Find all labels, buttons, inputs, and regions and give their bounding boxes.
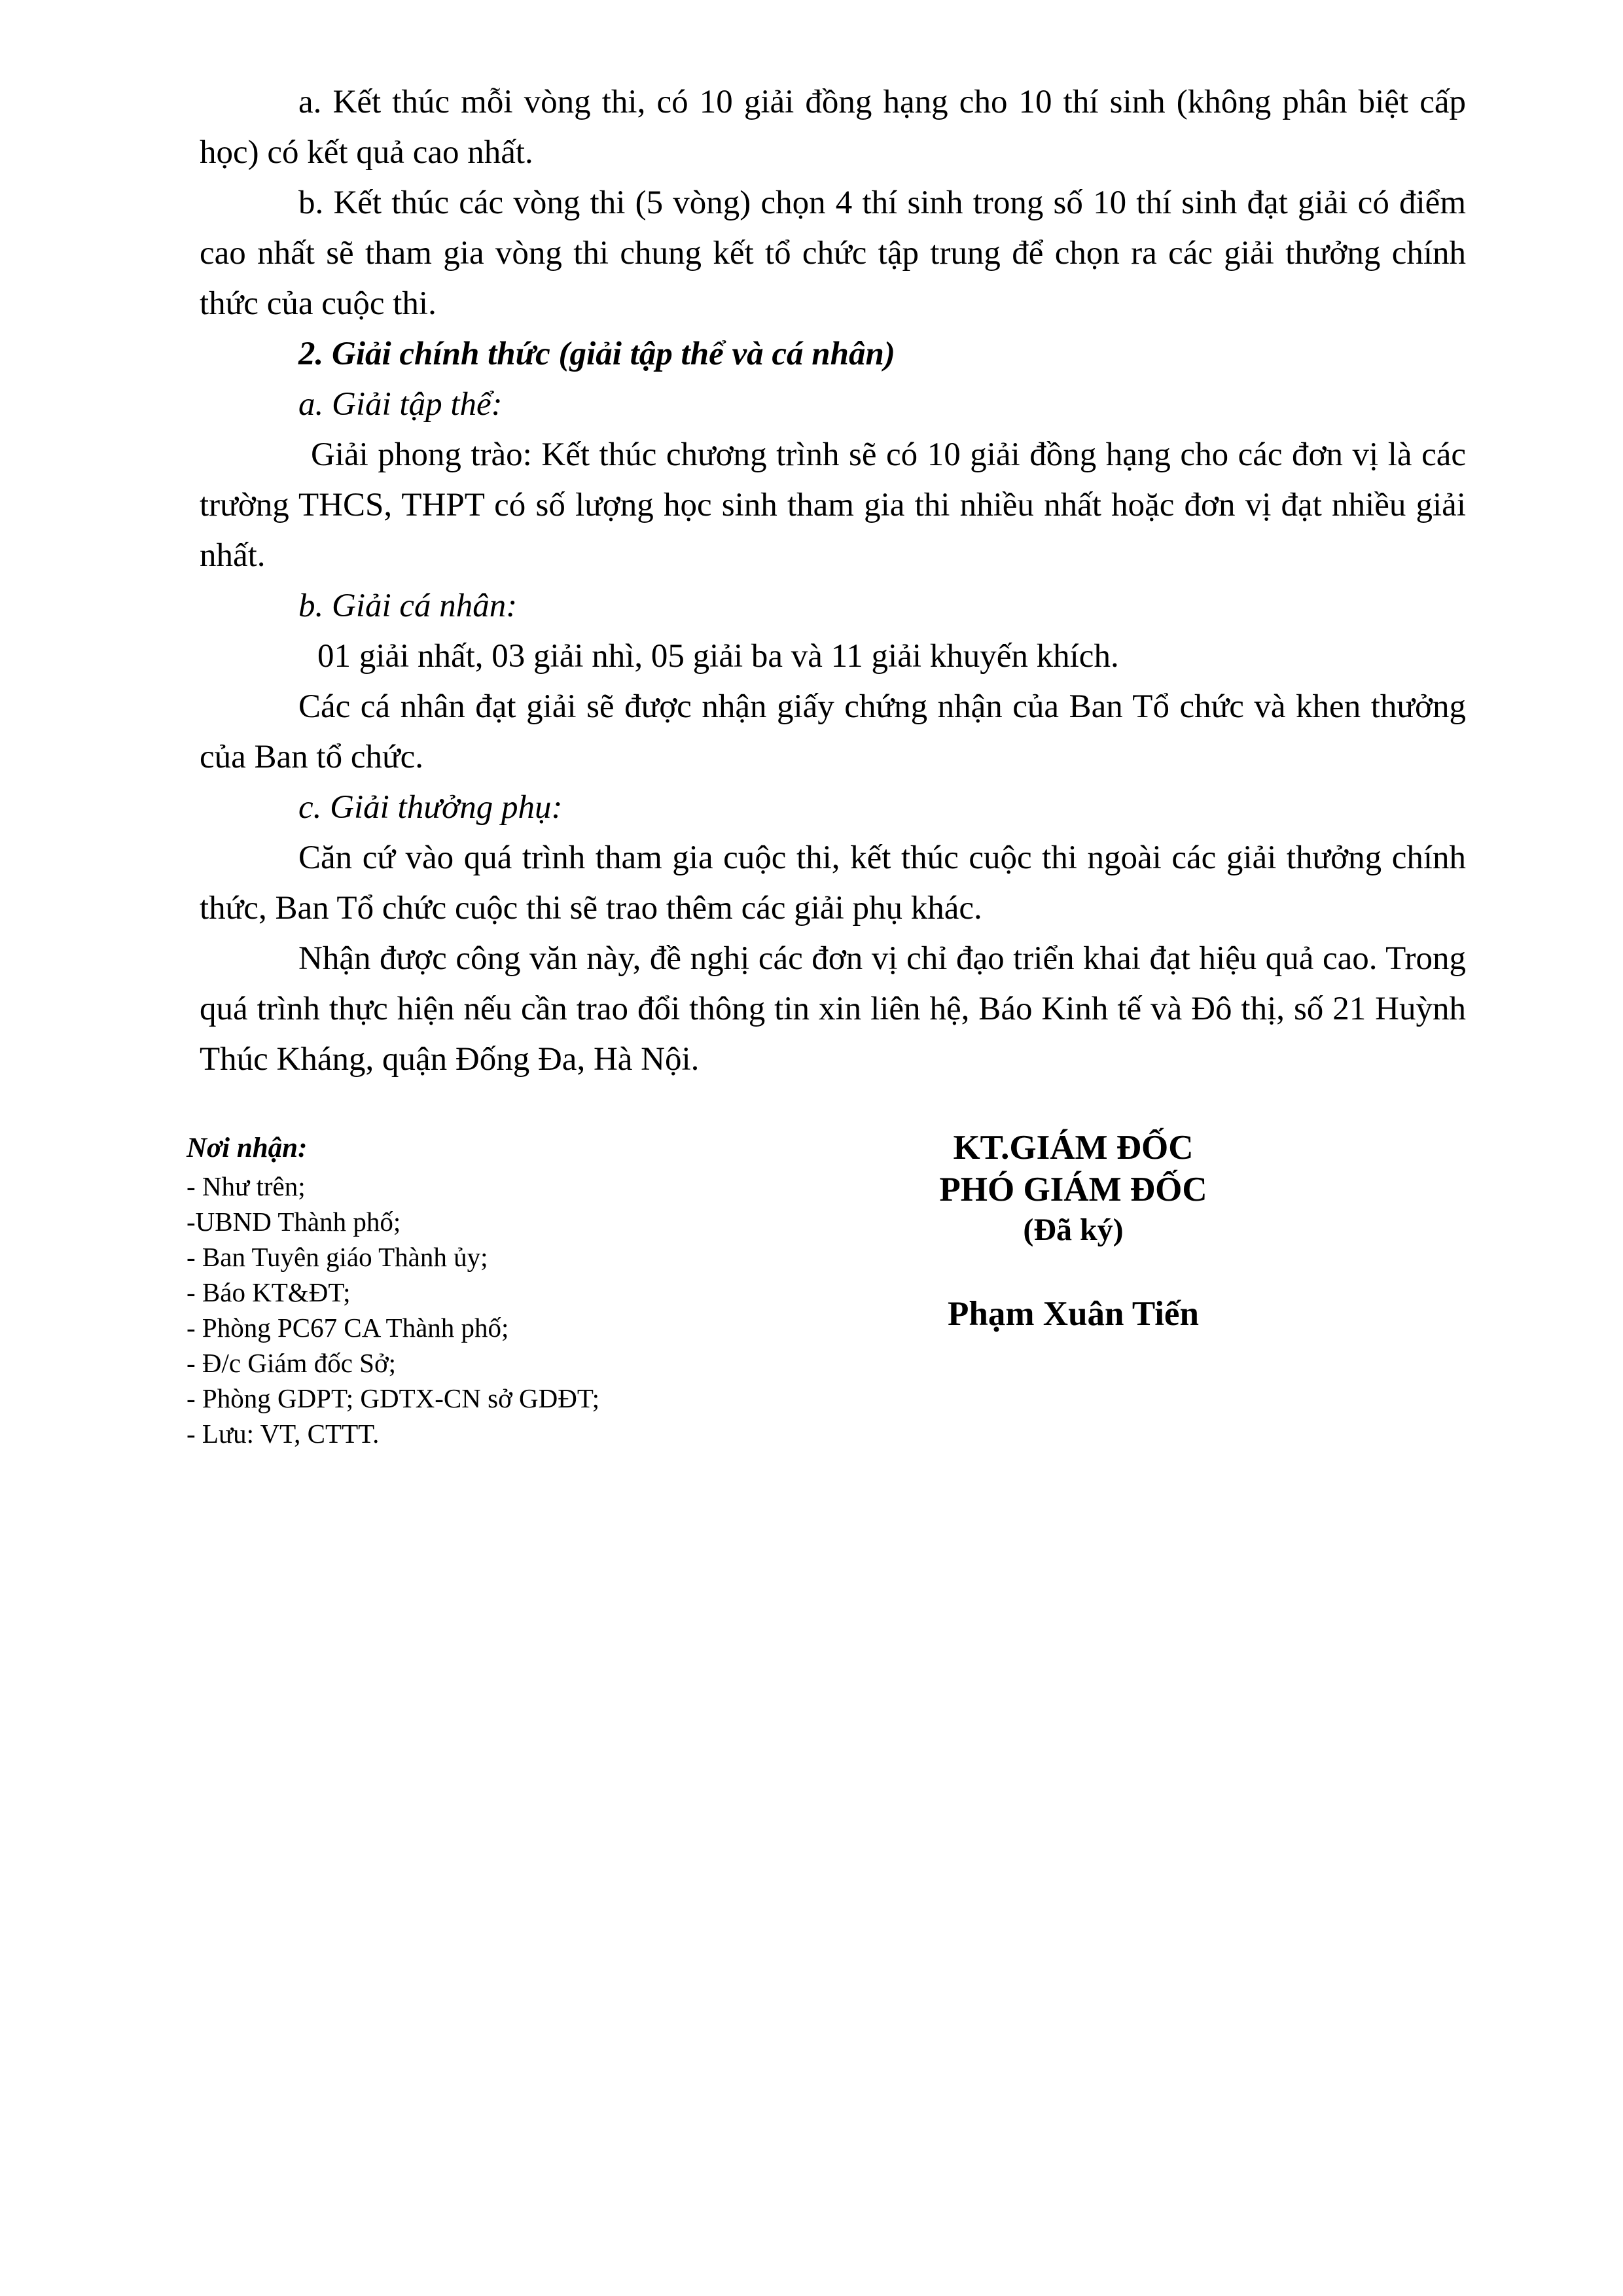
subheading-individual-prize: b. Giải cá nhân: bbox=[298, 588, 518, 624]
paragraph-certificate: Các cá nhân đạt giải sẽ được nhận giấy chứng nhận của Ban Tổ chức và khen thưởng của Ban tổ chức. bbox=[200, 688, 1466, 775]
recipient-item: - Như trên; bbox=[187, 1171, 306, 1201]
paragraph-contact: Nhận được công văn này, đề nghị các đơn vị chỉ đạo triển khai đạt hiệu quả cao. Trong quá trình thực hiện nếu cần trao đổi thông tin xin liên hệ, Báo Kinh tế và Đô thị, số 21 Huỳnh Thúc Kháng, quận Đống Đa, Hà Nội. bbox=[200, 940, 1466, 1078]
paragraph-round-prizes: a. Kết thúc mỗi vòng thi, có 10 giải đồng hạng cho 10 thí sinh (không phân biệt cấp học) có kết quả cao nhất. bbox=[200, 84, 1466, 171]
recipients-title: Nơi nhận: bbox=[187, 1133, 308, 1163]
document-body bbox=[200, 77, 1466, 1085]
paragraph-individual-prize-list: 01 giải nhất, 03 giải nhì, 05 giải ba và 11 giải khuyến khích. bbox=[317, 638, 1119, 675]
paragraph-movement-prize: Giải phong trào: Kết thúc chương trình sẽ có 10 giải đồng hạng cho các đơn vị là các trường THCS, THPT có số lượng học sinh tham gia thi nhiều nhất hoặc đơn vị đạt nhiều giải nhất. bbox=[200, 436, 1466, 574]
subheading-secondary-prize: c. Giải thưởng phụ: bbox=[298, 789, 563, 826]
recipient-item: -UBND Thành phố; bbox=[187, 1207, 401, 1237]
recipient-item: - Báo KT&ĐT; bbox=[187, 1277, 351, 1307]
recipient-item: - Lưu: VT, CTTT. bbox=[187, 1419, 380, 1449]
signature-status: (Đã ký) bbox=[1023, 1212, 1124, 1247]
recipient-item: - Đ/c Giám đốc Sở; bbox=[187, 1348, 397, 1378]
recipients-list bbox=[187, 1169, 776, 1451]
signature-authority: KT.GIÁM ĐỐC bbox=[953, 1129, 1194, 1167]
paragraph-final-round: b. Kết thúc các vòng thi (5 vòng) chọn 4 thí sinh trong số 10 thí sinh đạt giải có điểm cao nhất sẽ tham gia vòng thi chung kết tổ chức tập trung để chọn ra các giải thưởng chính thức của cuộc thi. bbox=[200, 185, 1466, 322]
recipient-item: - Phòng GDPT; GDTX-CN sở GDĐT; bbox=[187, 1383, 600, 1413]
recipient-item: - Phòng PC67 CA Thành phố; bbox=[187, 1313, 509, 1343]
signature-block bbox=[903, 1127, 1243, 1335]
signatory-name: Phạm Xuân Tiến bbox=[948, 1295, 1199, 1333]
recipient-item: - Ban Tuyên giáo Thành ủy; bbox=[187, 1242, 488, 1272]
subheading-collective-prize: a. Giải tập thể: bbox=[298, 386, 503, 423]
paragraph-secondary-prize: Căn cứ vào quá trình tham gia cuộc thi, kết thúc cuộc thi ngoài các giải thưởng chính thức, Ban Tổ chức cuộc thi sẽ trao thêm các giải phụ khác. bbox=[200, 839, 1466, 927]
section-heading-official-prizes: 2. Giải chính thức (giải tập thể và cá nhân) bbox=[298, 336, 895, 372]
recipients-block bbox=[187, 1131, 776, 1451]
signature-title: PHÓ GIÁM ĐỐC bbox=[939, 1171, 1207, 1209]
